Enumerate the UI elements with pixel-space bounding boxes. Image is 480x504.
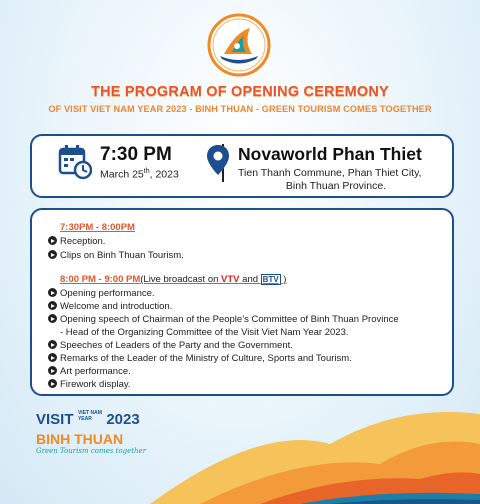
program-item: Reception. (48, 236, 105, 247)
page-title: THE PROGRAM OF OPENING CEREMONY (91, 84, 389, 100)
venue-address-line2: Binh Thuan Province. (285, 180, 387, 192)
brand-region: BINH THUAN (36, 431, 124, 447)
event-logo (206, 12, 272, 78)
arrow-bullet-icon (48, 340, 57, 349)
section2-time: 8:00 PM - 9:00 PM (60, 274, 141, 285)
btv-logo: BTV (262, 275, 279, 284)
arrow-bullet-icon (48, 250, 57, 259)
arrow-bullet-icon (48, 301, 57, 310)
section2-header (60, 274, 286, 285)
program-card (30, 208, 454, 396)
location-pin-icon (206, 144, 230, 176)
calendar-clock-icon (58, 144, 92, 180)
event-venue: Novaworld Phan Thiet (238, 144, 422, 164)
arrow-bullet-icon (48, 236, 57, 245)
arrow-bullet-icon (48, 288, 57, 297)
section1-time: 7:30PM - 8:00PM (60, 222, 135, 233)
program-item: Firework display. (48, 379, 131, 390)
arrow-bullet-icon (48, 366, 57, 375)
venue-address-line1: Tien Thanh Commune, Phan Thiet City, (238, 167, 422, 179)
program-item: Speeches of Leaders of the Party and the Government. (48, 340, 293, 351)
brand-visit-line: VISIT VIET NAM YEAR 2023 (36, 410, 140, 428)
vtv-logo: VTV (221, 274, 240, 285)
arrow-bullet-icon (48, 379, 57, 388)
program-item: Clips on Binh Thuan Tourism. (48, 250, 184, 261)
brand-vn-label: VIET NAM YEAR (77, 410, 102, 422)
program-item-continued: - Head of the Organizing Committee of the Visit Viet Nam Year 2023. (60, 327, 349, 338)
broadcast-note: (Live broadcast on VTV and BTV ) (140, 274, 287, 285)
event-time: 7:30 PM (100, 144, 172, 165)
arrow-bullet-icon (48, 353, 57, 362)
event-date: March 25th, 2023 (100, 168, 179, 181)
program-item: Welcome and introduction. (48, 301, 172, 312)
brand-lockup (36, 410, 146, 455)
program-item: Opening performance. (48, 288, 155, 299)
event-info-card (30, 134, 454, 198)
brand-tagline: Green Tourism comes together (36, 447, 147, 455)
page-subtitle: OF VISIT VIET NAM YEAR 2023 - BINH THUAN - GREEN TOURISM COMES TOGETHER (48, 104, 432, 114)
program-item: Remarks of the Leader of the Ministry of Culture, Sports and Tourism. (48, 353, 352, 364)
arrow-bullet-icon (48, 314, 57, 323)
program-item: Opening speech of Chairman of the People’s Committee of Binh Thuan Province (48, 314, 399, 325)
program-item: Art performance. (48, 366, 131, 377)
